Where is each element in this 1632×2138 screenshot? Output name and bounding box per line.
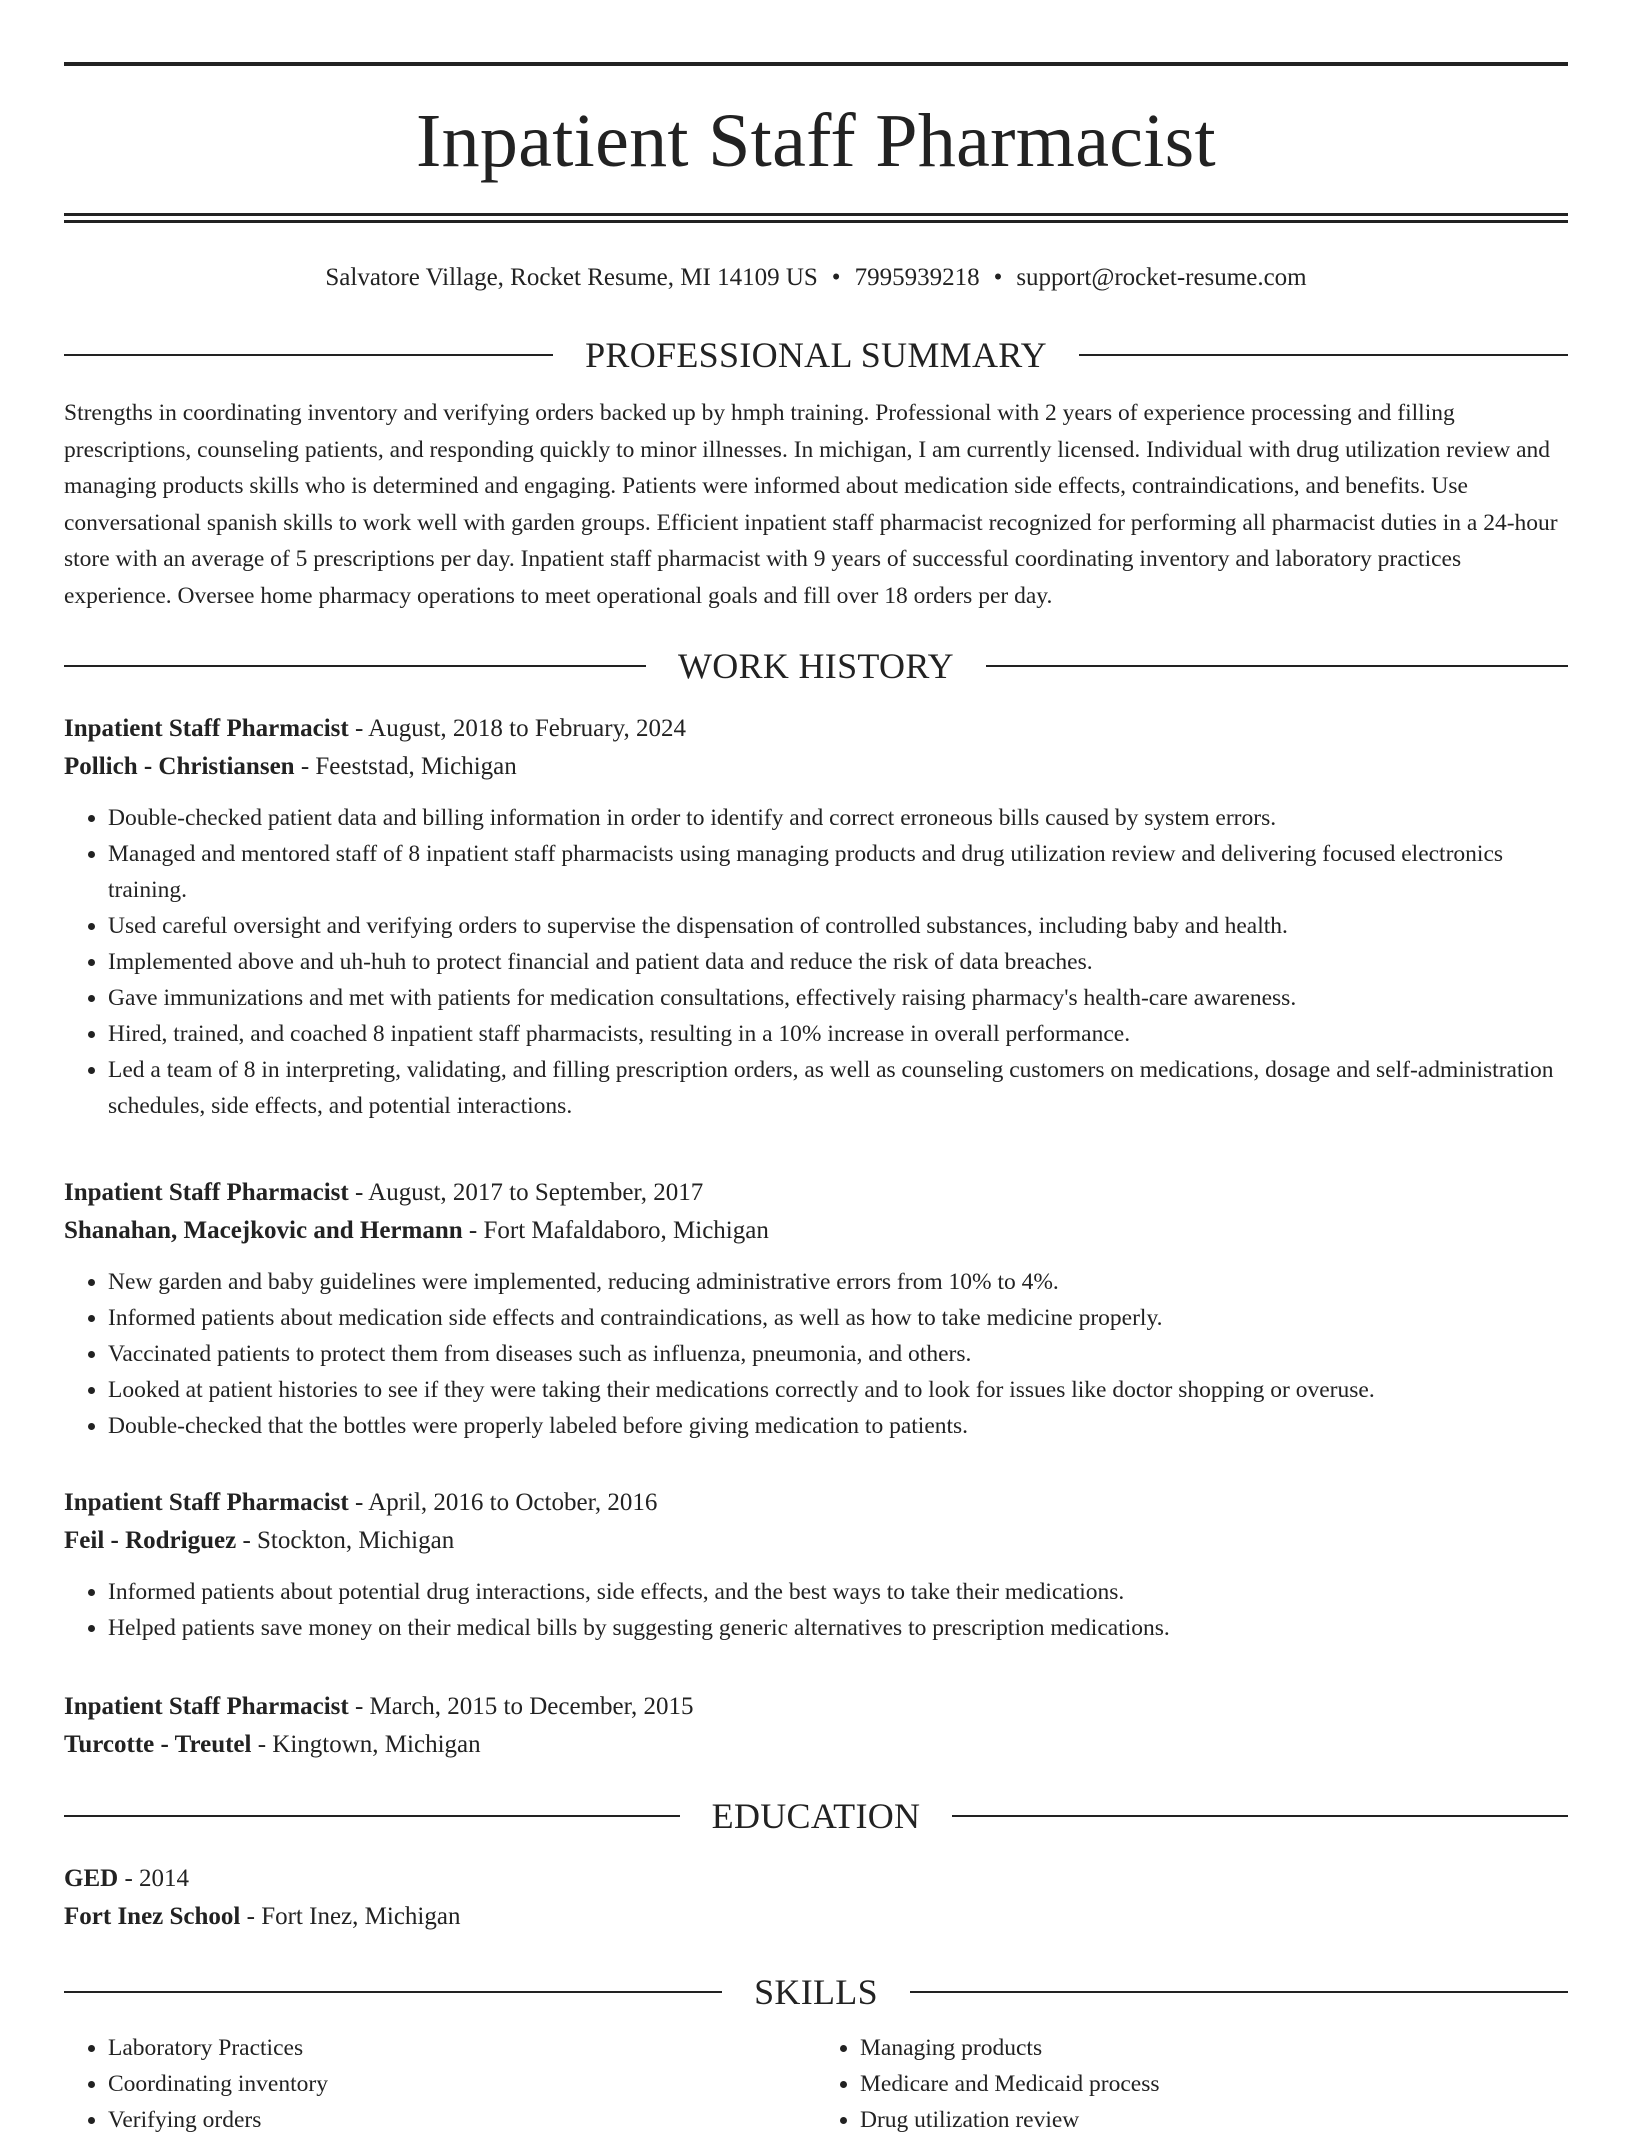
top-rule bbox=[64, 62, 1568, 66]
job-bullet: • Double-checked that the bottles were properly labeled before giving medication to patients. bbox=[108, 1408, 1568, 1444]
job-bullet: • Looked at patient histories to see if they were taking their medications correctly and to look for issues like doctor shopping or overuse. bbox=[108, 1372, 1568, 1408]
job-bullets bbox=[64, 800, 1568, 1124]
heading-rule-right bbox=[952, 1815, 1568, 1817]
skills-heading-label: SKILLS bbox=[754, 1972, 878, 2012]
job-company-line bbox=[64, 748, 1568, 786]
heading-rule-left bbox=[64, 665, 646, 667]
title-double-rule bbox=[64, 213, 1568, 223]
skill-item: • Drug utilization review bbox=[860, 2102, 1568, 2138]
education-section-heading bbox=[64, 1798, 1568, 1834]
education-entry bbox=[64, 1860, 1568, 1936]
job-title: Inpatient Staff Pharmacist bbox=[64, 1693, 349, 1720]
contact-email: support@rocket-resume.com bbox=[1016, 264, 1307, 291]
job-company-line bbox=[64, 1726, 1568, 1764]
job-dates: - August, 2017 to September, 2017 bbox=[348, 1179, 704, 1206]
job-dates: - April, 2016 to October, 2016 bbox=[348, 1489, 658, 1516]
heading-rule-left bbox=[64, 1991, 722, 1993]
job-company: Shanahan, Macejkovic and Hermann bbox=[64, 1217, 463, 1244]
skills-column-right bbox=[816, 2030, 1568, 2138]
job-dates: - March, 2015 to December, 2015 bbox=[348, 1693, 694, 1720]
job-title-line bbox=[64, 1174, 1568, 1212]
job-bullet: • Used careful oversight and verifying orders to supervise the dispensation of controlled substances, including baby and health. bbox=[108, 908, 1568, 944]
job-bullet: • Hired, trained, and coached 8 inpatient staff pharmacists, resulting in a 10% increase in overall performance. bbox=[108, 1016, 1568, 1052]
job-company: Feil - Rodriguez bbox=[64, 1527, 237, 1554]
job-location: - Kingtown, Michigan bbox=[251, 1731, 481, 1758]
work-heading-label: WORK HISTORY bbox=[678, 646, 954, 686]
job-company-line bbox=[64, 1212, 1568, 1250]
job-bullet: • Informed patients about medication side effects and contraindications, as well as how to take medicine properly. bbox=[108, 1300, 1568, 1336]
job-company-line bbox=[64, 1522, 1568, 1560]
education-heading-label: EDUCATION bbox=[711, 1796, 921, 1836]
heading-rule-left bbox=[64, 1815, 680, 1817]
job-entry bbox=[64, 1484, 1568, 1646]
contact-address: Salvatore Village, Rocket Resume, MI 14109 US bbox=[325, 264, 818, 291]
job-bullets bbox=[64, 1574, 1568, 1646]
job-bullet: • Gave immunizations and met with patients for medication consultations, effectively raising pharmacy's health-care awareness. bbox=[108, 980, 1568, 1016]
job-title: Inpatient Staff Pharmacist bbox=[64, 715, 349, 742]
summary-text: Strengths in coordinating inventory and verifying orders backed up by hmph training. Professional with 2 years of experience processing and filling prescriptions, counseling patients, and responding quickly to minor illnesses. In michigan, I am currently licensed. Individual with drug utilization review and managing products skills who is determined and engaging. Patients were informed about medication side effects, contraindications, and benefits. Use conversational spanish skills to work well with garden groups. Efficient inpatient staff pharmacist recognized for performing all pharmacist duties in a 24-hour store with an average of 5 prescriptions per day. Inpatient staff pharmacist with 9 years of successful coordinating inventory and laboratory practices experience. Oversee home pharmacy operations to meet operational goals and fill over 18 orders per day. bbox=[64, 400, 1558, 609]
skill-item: • Laboratory Practices bbox=[108, 2030, 816, 2066]
job-company: Turcotte - Treutel bbox=[64, 1731, 252, 1758]
education-location: - Fort Inez, Michigan bbox=[240, 1903, 461, 1930]
resume-title: Inpatient Staff Pharmacist bbox=[416, 99, 1216, 183]
job-bullet: • Informed patients about potential drug interactions, side effects, and the best ways to take their medications. bbox=[108, 1574, 1568, 1610]
job-entry bbox=[64, 710, 1568, 1124]
job-title-line bbox=[64, 710, 1568, 748]
skills-section-heading bbox=[64, 1974, 1568, 2010]
education-degree-line bbox=[64, 1860, 1568, 1898]
skills-column-left bbox=[64, 2030, 816, 2138]
summary-heading-label: PROFESSIONAL SUMMARY bbox=[585, 335, 1047, 375]
education-year: - 2014 bbox=[118, 1865, 190, 1892]
job-bullet: • Double-checked patient data and billing information in order to identify and correct erroneous bills caused by system errors. bbox=[108, 800, 1568, 836]
job-bullets bbox=[64, 1264, 1568, 1444]
skill-item: • Coordinating inventory bbox=[108, 2066, 816, 2102]
job-title: Inpatient Staff Pharmacist bbox=[64, 1179, 349, 1206]
skill-item: • Managing products bbox=[860, 2030, 1568, 2066]
job-bullet: • New garden and baby guidelines were implemented, reducing administrative errors from 10% to 4%. bbox=[108, 1264, 1568, 1300]
contact-separator: • bbox=[993, 264, 1003, 291]
job-entry bbox=[64, 1688, 1568, 1764]
education-school-line bbox=[64, 1898, 1568, 1936]
job-entry bbox=[64, 1174, 1568, 1444]
job-company: Pollich - Christiansen bbox=[64, 753, 295, 780]
heading-rule-right bbox=[1079, 354, 1568, 356]
job-location: - Fort Mafaldaboro, Michigan bbox=[462, 1217, 769, 1244]
education-degree: GED bbox=[64, 1865, 119, 1892]
skills-list bbox=[64, 2030, 1568, 2138]
job-bullet: • Led a team of 8 in interpreting, validating, and filling prescription orders, as well as counseling customers on medications, dosage and self-administration schedules, side effects, and potential interactions. bbox=[108, 1052, 1568, 1124]
job-dates: - August, 2018 to February, 2024 bbox=[348, 715, 686, 742]
heading-rule-right bbox=[986, 665, 1568, 667]
contact-line bbox=[64, 263, 1568, 293]
contact-separator: • bbox=[831, 264, 841, 291]
job-list bbox=[64, 710, 1568, 1764]
heading-rule-right bbox=[910, 1991, 1568, 1993]
contact-phone: 7995939218 bbox=[854, 264, 980, 291]
resume-page bbox=[64, 0, 1568, 2138]
job-bullet: • Managed and mentored staff of 8 inpatient staff pharmacists using managing products and drug utilization review and delivering focused electronics training. bbox=[108, 836, 1568, 908]
education-school: Fort Inez School bbox=[64, 1903, 241, 1930]
job-bullet: • Helped patients save money on their medical bills by suggesting generic alternatives to prescription medications. bbox=[108, 1610, 1568, 1646]
work-section-heading bbox=[64, 648, 1568, 684]
job-title-line bbox=[64, 1484, 1568, 1522]
job-bullet: • Vaccinated patients to protect them from diseases such as influenza, pneumonia, and others. bbox=[108, 1336, 1568, 1372]
job-location: - Feeststad, Michigan bbox=[294, 753, 517, 780]
skill-item: • Medicare and Medicaid process bbox=[860, 2066, 1568, 2102]
job-title: Inpatient Staff Pharmacist bbox=[64, 1489, 349, 1516]
job-bullet: • Implemented above and uh-huh to protect financial and patient data and reduce the risk of data breaches. bbox=[108, 944, 1568, 980]
skill-item: • Verifying orders bbox=[108, 2102, 816, 2138]
summary-section-heading bbox=[64, 337, 1568, 373]
job-title-line bbox=[64, 1688, 1568, 1726]
job-location: - Stockton, Michigan bbox=[236, 1527, 455, 1554]
heading-rule-left bbox=[64, 354, 553, 356]
